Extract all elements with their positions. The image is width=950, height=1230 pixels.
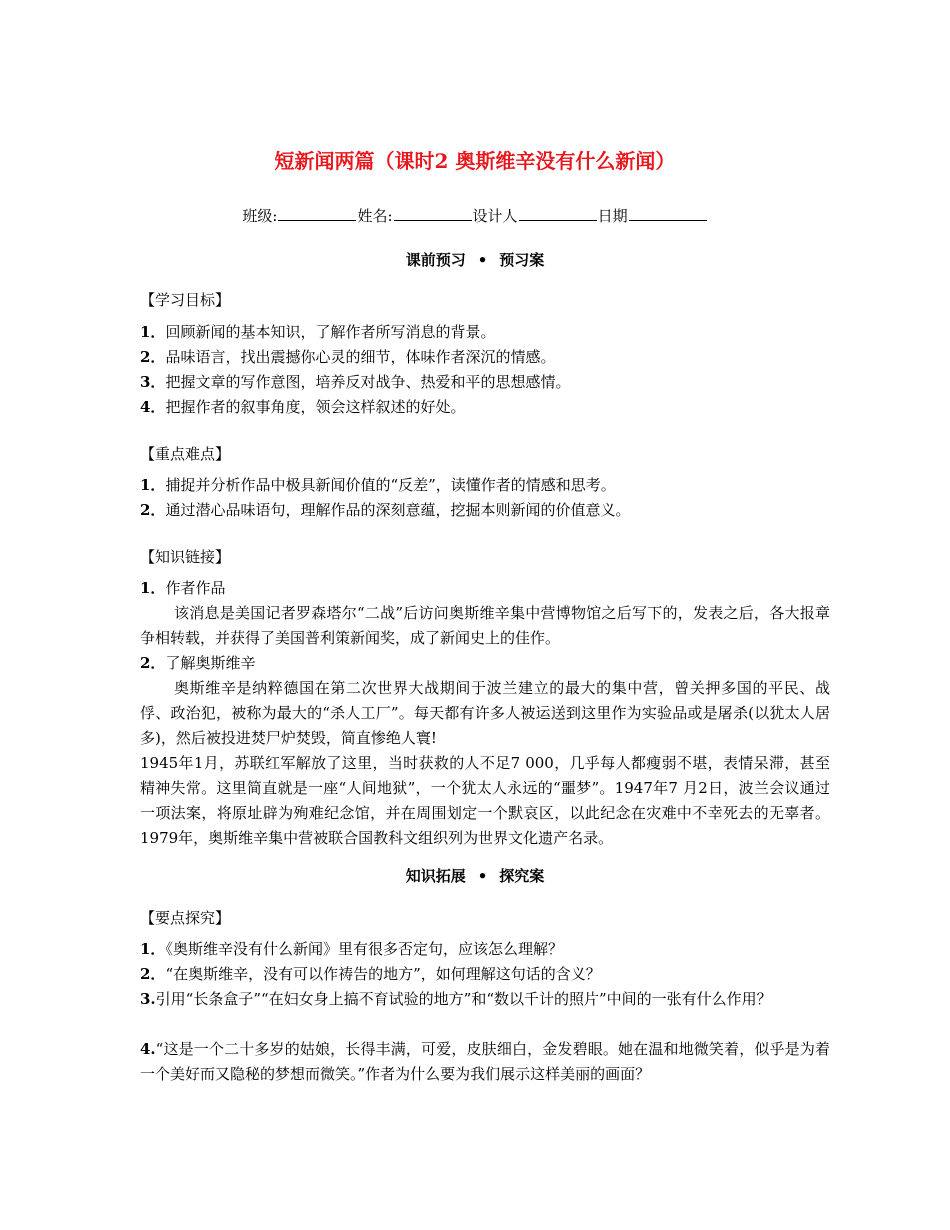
item-number: 1． [140,940,166,958]
knowledge-label: 【知识链接】 [140,548,231,566]
list-item [140,345,830,370]
item-text: 回顾新闻的基本知识，了解作者所写消息的背景。 [165,323,496,341]
item-number: 1． [140,476,166,494]
section-heading-left: 知识拓展 [405,867,466,885]
auschwitz-paragraph-2: 1945年1月，苏联红军解放了这里，当时获救的人不足7 000，几乎每人都瘦弱不堪，表情呆滞，甚至精神失常。这里简直就是一座“人间地狱”，一个犹太人永远的“噩梦”。1947年7 月2日，波兰会议通过一项法案，将原址辟为殉难纪念馆，并在周围划定一个默哀区，以此纪念在灾难中不幸死去的无辜者。1979年，奥斯维辛集中营被联合国教科文组织列为世界文化遗产名录。 [140,754,830,847]
item-number: 1． [140,579,166,597]
section-heading-explore [0,864,950,888]
keypoints-label: 【重点难点】 [140,445,231,463]
date-blank[interactable] [629,206,707,221]
item-text: “在奥斯维辛，没有可以作祷告的地方”，如何理解这句话的含义？ [165,965,601,983]
item-text: “这是一个二十多岁的姑娘，长得丰满，可爱，皮肤细白，金发碧眼。她在温和地微笑着，似乎是为着一个美好而又隐秘的梦想而微笑。”作者为什么要为我们展示这样美丽的画面？ [140,1040,830,1083]
explore-label: 【要点探究】 [140,909,231,927]
item-text: 品味语言，找出震撼你心灵的细节，体味作者深沉的情感。 [165,348,556,366]
item-number: 4. [140,1040,156,1058]
section-heading-preview [0,248,950,272]
page-title: 短新闻两篇（课时2 奥斯维辛没有什么新闻） [274,149,676,173]
list-item [140,370,830,395]
class-label: 班级: [242,207,278,225]
knowledge-subheading-1 [140,576,830,601]
student-info-line [0,204,950,228]
bullet-dot: • [477,251,488,269]
class-blank[interactable] [278,206,356,221]
section-heading-left: 课前预习 [405,251,466,269]
designer-blank[interactable] [519,206,597,221]
designer-label: 设计人 [472,207,518,225]
item-number: 2． [140,965,166,983]
item-text: 作者作品 [165,579,226,597]
list-item [140,962,830,987]
bullet-dot: • [477,867,488,885]
list-item [140,987,830,1012]
item-number: 2． [140,654,166,672]
item-number: 3. [140,990,156,1008]
author-paragraph: 该消息是美国记者罗森塔尔“二战”后访问奥斯维辛集中营博物馆之后写下的，发表之后，各大报章争相转载，并获得了美国普利策新闻奖，成了新闻史上的佳作。 [140,604,830,647]
item-text: 引用“长条盒子”“在妇女身上搞不育试验的地方”和“数以千计的照片”中间的一张有什么作用？ [155,990,772,1008]
item-text: 《奥斯维辛没有什么新闻》里有很多否定句，应该怎么理解？ [165,940,563,958]
item-text: 了解奥斯维辛 [165,654,256,672]
list-item [140,1037,830,1087]
list-item [140,937,830,962]
item-text: 把握作者的叙事角度，领会这样叙述的好处。 [165,398,466,416]
item-number: 1． [140,323,166,341]
name-blank[interactable] [394,206,472,221]
auschwitz-paragraph-1: 奥斯维辛是纳粹德国在第二次世界大战期间于波兰建立的最大的集中营，曾关押多国的平民、战俘、政治犯，被称为最大的“杀人工厂”。每天都有许多人被运送到这里作为实验品或是屠杀(以犹太人居多)，然后被投进焚尸炉焚毁，简直惨绝人寰! [140,679,830,747]
item-number: 4． [140,398,166,416]
date-label: 日期 [597,207,628,225]
list-item [140,473,830,498]
name-label: 姓名: [357,207,393,225]
section-heading-right: 探究案 [499,867,545,885]
goals-label: 【学习目标】 [140,291,231,309]
list-item [140,498,830,523]
section-heading-right: 预习案 [499,251,545,269]
knowledge-subheading-2 [140,651,830,676]
item-number: 3． [140,373,166,391]
item-number: 2． [140,501,166,519]
list-item [140,395,830,420]
list-item [140,320,830,345]
item-text: 捕捉并分析作品中极具新闻价值的“反差”，读懂作者的情感和思考。 [165,476,616,494]
item-text: 通过潜心品味语句，理解作品的深刻意蕴，挖掘本则新闻的价值意义。 [165,501,631,519]
item-number: 2． [140,348,166,366]
item-text: 把握文章的写作意图，培养反对战争、热爱和平的思想感情。 [165,373,571,391]
